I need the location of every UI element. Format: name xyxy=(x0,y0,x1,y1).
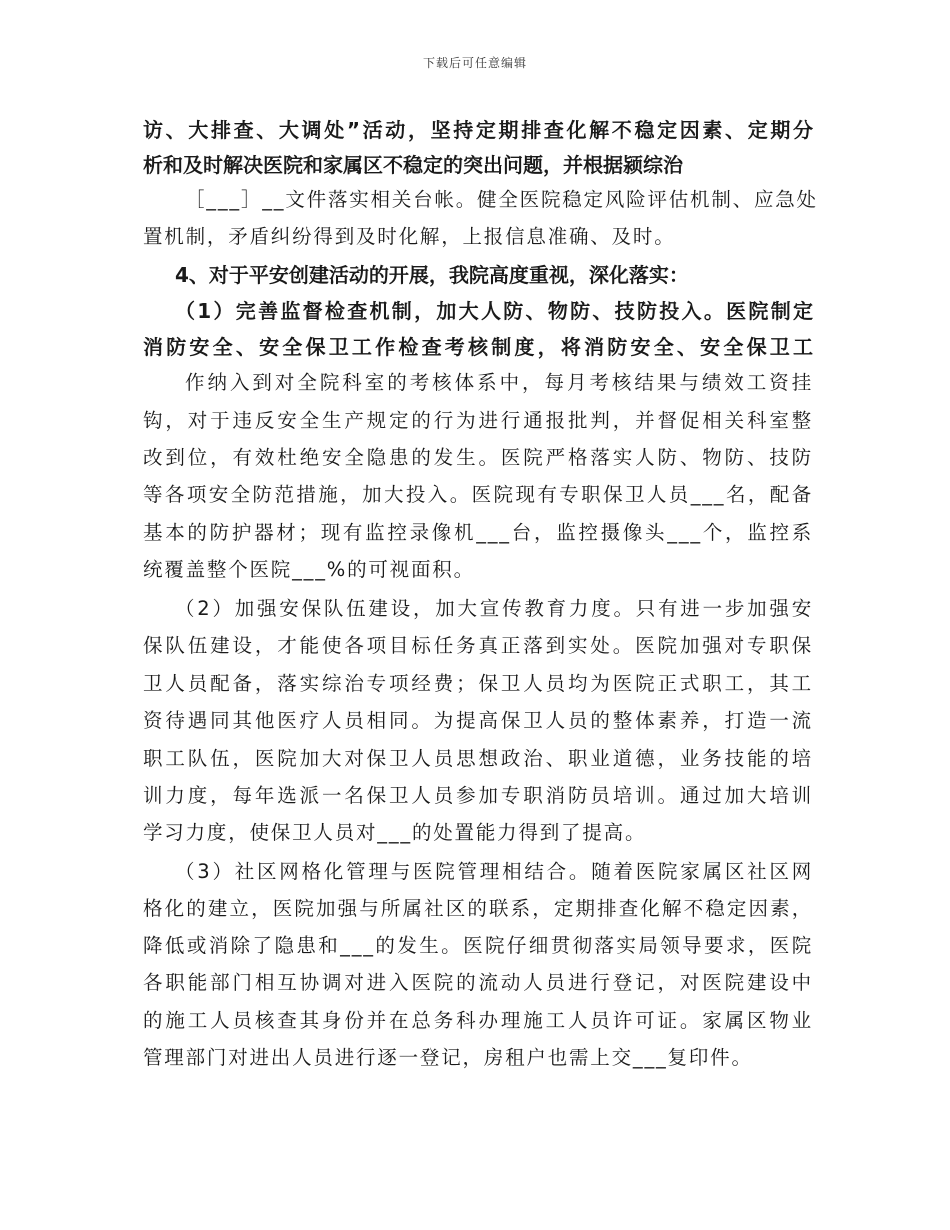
text-line: （3）社区网格化管理与医院管理相结合。随着医院家属区社区网 xyxy=(175,860,813,883)
text-line: 等各项安全防范措施，加大投入。医院现有专职保卫人员___名，配备 xyxy=(143,483,813,506)
page-header: 下载后可任意编辑 xyxy=(422,56,527,70)
text-line: 保队伍建设，才能使各项目标任务真正落到实处。医院加强对专职保 xyxy=(143,634,813,657)
text-line: 的施工人员核查其身份并在总务科办理施工人员许可证。家属区物业 xyxy=(143,1009,813,1032)
text-line: 降低或消除了隐患和___的发生。医院仔细贯彻落实局领导要求，医院 xyxy=(143,934,813,957)
text-line: 置机制，矛盾纠纷得到及时化解，上报信息准确、及时。 xyxy=(143,225,676,248)
text-line: 基本的防护器材；现有监控录像机___台，监控摄像头___个，监控系 xyxy=(143,521,813,544)
text-line: 管理部门对进出人员进行逐一登记，房租户也需上交___复印件。 xyxy=(143,1046,753,1069)
text-line: 钩，对于违反安全生产规定的行为进行通报批判，并督促相关科室整 xyxy=(143,409,813,432)
text-line: 4、对于平安创建活动的开展，我院高度重视，深化落实： xyxy=(175,263,689,287)
text-line: 访、大排查、大调处”活动，坚持定期排查化解不稳定因素、定期分 xyxy=(143,118,813,142)
text-line: 统覆盖整个医院___%的可视面积。 xyxy=(143,558,475,581)
text-line: 格化的建立，医院加强与所属社区的联系，定期排查化解不稳定因素， xyxy=(143,897,813,920)
text-line: 消防安全、安全保卫工作检查考核制度，将消防安全、安全保卫工 xyxy=(143,335,813,359)
text-line: ［___］__文件落实相关台帐。健全医院稳定风险评估机制、应急处 xyxy=(185,188,818,211)
text-line: 析和及时解决医院和家属区不稳定的突出问题，并根据颍综治 xyxy=(143,153,683,177)
text-line: 作纳入到对全院科室的考核体系中，每月考核结果与绩效工资挂 xyxy=(185,371,813,394)
text-line: 学习力度，使保卫人员对___的处置能力得到了提高。 xyxy=(143,821,647,844)
text-line: 训力度，每年选派一名保卫人员参加专职消防员培训。通过加大培训 xyxy=(143,784,813,807)
text-line: （1）完善监督检查机制，加大人防、物防、技防投入。医院制定 xyxy=(175,299,813,323)
text-line: 卫人员配备，落实综治专项经费；保卫人员均为医院正式职工，其工 xyxy=(143,672,813,695)
text-line: （2）加强安保队伍建设，加大宣传教育力度。只有进一步加强安 xyxy=(175,597,813,620)
text-line: 职工队伍，医院加大对保卫人员思想政治、职业道德，业务技能的培 xyxy=(143,747,813,770)
text-line: 各职能部门相互协调对进入医院的流动人员进行登记，对医院建设中 xyxy=(143,971,813,994)
text-line: 改到位，有效杜绝安全隐患的发生。医院严格落实人防、物防、技防 xyxy=(143,446,813,469)
text-line: 资待遇同其他医疗人员相同。为提高保卫人员的整体素养，打造一流 xyxy=(143,709,813,732)
